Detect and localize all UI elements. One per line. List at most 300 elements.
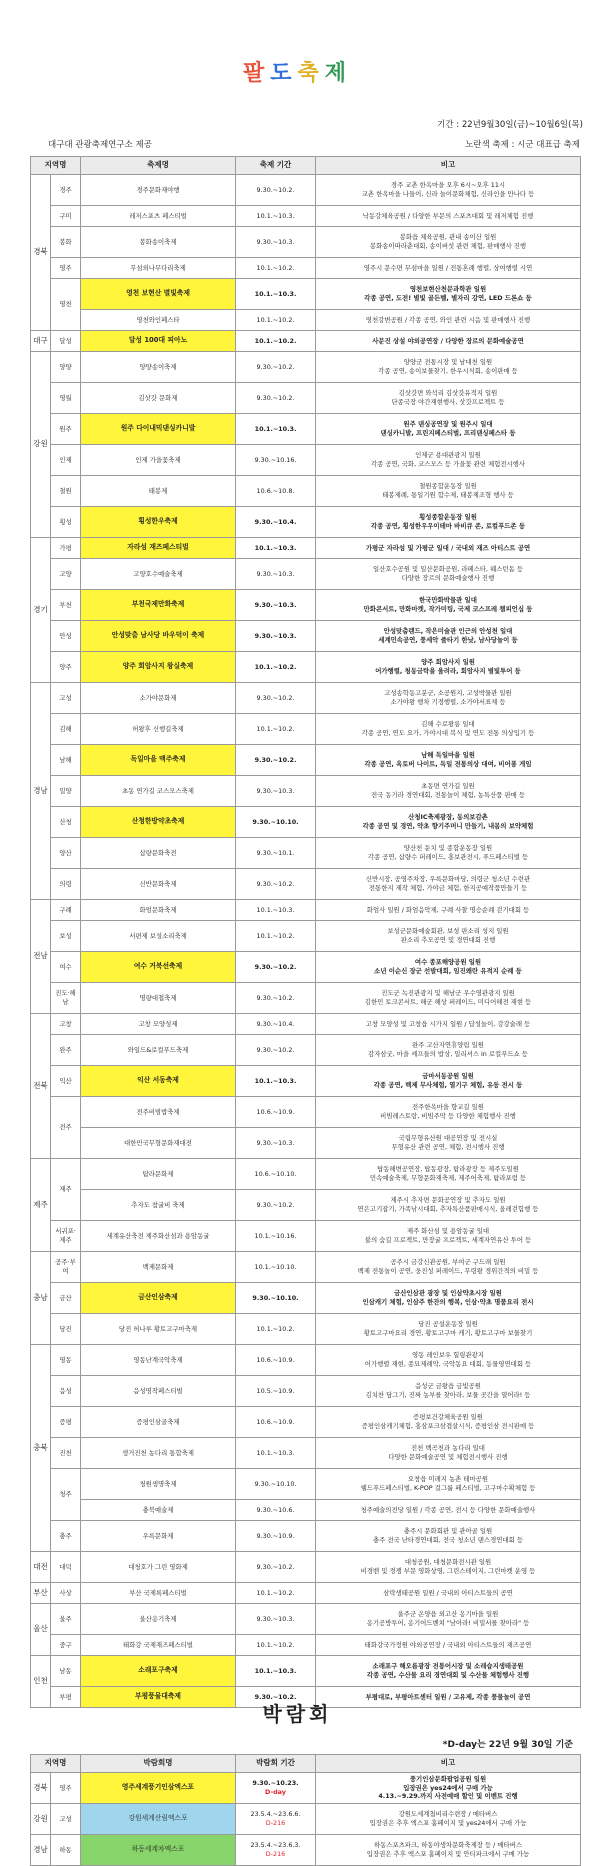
note-line: 경주 교촌 한옥마을 오후 6시~오후 11시 [390,181,506,190]
note-line: 삼락생태공원 일원 / 국내외 아티스트들의 공연 [383,1588,513,1597]
expo-row [31,1804,581,1835]
table-row [31,1521,581,1552]
note-line: 금산인삼관 광장 및 인삼약초시장 일원 [394,1289,502,1298]
note-line: 민속예술축제, 무형문화재축제, 제주어축제, 탐라포럼 등 [369,1174,527,1182]
festival-period: 9.30.~10.2. [236,1687,316,1708]
note-line: 비경밴 및 경쟁 부문 영화상영, 그린스테이지, 그린마켓 운영 등 [360,1567,536,1575]
note-line: 낙동강체육공원 / 다양한 부문의 스포츠대회 및 레저체험 진행 [362,211,534,220]
festival-period: 10.6.~10.10. [236,1159,316,1190]
festival-name: 독일마을 맥주축제 [81,745,236,776]
festival-period: 9.30.~10.3. [236,621,316,652]
festival-note [316,983,581,1014]
table-row [31,352,581,383]
festival-period: 9.30.~10.2. [236,175,316,206]
highlight-legend: 노란색 축제 : 시군 대표급 축제 [465,140,580,150]
note-line: 각종 공연, 수산물 요리 경연대회 및 수산물 체험행사 진행 [366,1671,530,1679]
city-cell: 달성 [51,331,81,352]
province-cell: 부산 [31,1583,51,1604]
festival-note [316,590,581,621]
city-cell: 진천 [51,1438,81,1469]
note-line: 철원종합운동장 일원 [419,482,477,491]
festival-name: 음성명작페스티벌 [81,1376,236,1407]
festival-period: 9.30.~10.3. [236,1604,316,1635]
city-cell: 서귀포·제주 [51,1221,81,1252]
header-region: 지역명 [31,157,81,175]
expo-province: 강원 [31,1804,51,1835]
note-line: 어가행렬 재현, 종묘제례악, 국악동요 대회, 동물영연대회 등 [364,1360,532,1368]
page-title: 팔도축제 [242,61,353,86]
note-line: 충주시 문화회관 및 관아골 일원 [403,1527,493,1536]
festival-note [316,1314,581,1345]
city-cell: 인제 [51,445,81,476]
note-line: 강원도세계첨비리수련장 / 메타버스 [398,1810,498,1819]
festival-note [316,559,581,590]
festival-period: 10.1.~10.10. [236,1252,316,1283]
city-cell: 금산 [51,1283,81,1314]
note-line: 다양한 장르의 문화예술행사 진행 [401,574,495,582]
table-row [31,1159,581,1190]
header-festival-name: 축제명 [81,157,236,175]
festival-note [316,921,581,952]
table-row [31,900,581,921]
festival-note [316,1604,581,1635]
festival-name: 탐라문화제 [81,1159,236,1190]
festival-period: 10.1.~10.3. [236,1438,316,1469]
note-line: 비빔레스토랑, 비빔주막 등 다양한 체험행사 진행 [380,1112,516,1120]
festival-period: 9.30.~10.2. [236,745,316,776]
city-cell: 여수 [51,952,81,983]
festival-name: 횡성한우축제 [81,507,236,538]
festival-note [316,1407,581,1438]
city-cell: 구미 [51,206,81,227]
festival-name: 신반문화축제 [81,869,236,900]
festival-note [316,952,581,983]
table-row [31,1552,581,1583]
note-line: 김삿갓면 와석리 김삿갓유적지 일원 [398,389,498,398]
province-cell: 경남 [31,683,51,900]
note-line: 양주 회암사지 일원 [421,658,475,667]
festival-note [316,745,581,776]
festival-period: 10.1.~10.2. [236,258,316,279]
festival-note [316,1376,581,1407]
festival-name: 산청한방약초축제 [81,807,236,838]
city-cell: 철원 [51,476,81,507]
city-cell: 양양 [51,352,81,383]
expo-period-range: 23.5.4.~23.6.3. [250,1841,301,1850]
note-line: 각종 공연 및 경연, 약초 향기주머니 만들기, 내몸의 보약체험 [362,822,534,830]
festival-period: 9.30.~10.4. [236,1014,316,1035]
note-line: 일산호수공원 및 일산문화공원, 라페스타, 웨스턴돔 등 [372,565,524,574]
festival-period: 10.6.~10.8. [236,476,316,507]
festival-note [316,227,581,258]
festival-period: 9.30.~10.4. [236,507,316,538]
festival-period: 10.1.~10.3. [236,538,316,559]
note-line: 봉화읍 체육공원, 관내 송이산 일원 [399,233,497,242]
city-cell: 음성 [51,1376,81,1407]
table-row [31,175,581,206]
table-row [31,1097,581,1128]
festival-period: 9.30.~10.2. [236,869,316,900]
note-line: 가평군 자라섬 및 가평군 일대 / 국내외 재즈 아티스트 공연 [365,543,531,552]
table-row [31,383,581,414]
festival-name: 백제문화제 [81,1252,236,1283]
festival-period: 9.30.~10.10. [236,1469,316,1500]
city-cell: 영월 [51,383,81,414]
table-row [31,258,581,279]
note-line: 백제 전통놀이 공연, 웅진성 퍼레이드, 무령왕 경위간적의 비밀 등 [357,1267,539,1275]
festival-period: 9.30.~10.2. [236,983,316,1014]
festival-name: 청원생명축제 [81,1469,236,1500]
expo-header-row [31,1755,581,1773]
table-row [31,1583,581,1604]
city-cell: 사상 [51,1583,81,1604]
festival-name: 여수 거북선축제 [81,952,236,983]
city-cell: 중구 [51,1635,81,1656]
expo-period [236,1804,316,1835]
province-cell: 경북 [31,175,51,331]
table-row [31,1221,581,1252]
festival-name: 울산옹기축제 [81,1604,236,1635]
note-line: 판소리 추모공연 및 경연대회 진행 [400,936,496,944]
festival-note [316,507,581,538]
note-line: 초동면 연가길 일원 [421,782,475,791]
note-line: 각종 공연, 삽량수 퍼레이드, 홍보관전시, 푸드페스티벌 등 [367,853,529,861]
note-line: 세계민속공연, 풍세악 줄타기 한낮, 남사당놀이 등 [378,636,518,644]
city-cell: 원주 [51,414,81,445]
expo-period-range: 23.5.4.~23.6.6. [250,1810,301,1819]
note-line: 전국 동기라 경연대회, 전통놀이 체험, 농특산품 판매 등 [370,791,526,799]
festival-name: 소래포구축제 [81,1656,236,1687]
expo-period [236,1773,316,1804]
festival-period: 10.1.~10.3. [236,279,316,310]
table-row [31,1283,581,1314]
festival-name: 증평인삼골축제 [81,1407,236,1438]
city-cell: 고창 [51,1014,81,1035]
note-line: 하동스포츠파크, 하동야생차문화축제장 등 / 메타버스 [373,1841,523,1850]
note-line: 어가행렬, 청동금탁을 울려라, 회암사지 별빛투어 등 [375,667,521,675]
festival-period: 10.1.~10.2. [236,1583,316,1604]
city-cell: 의령 [51,869,81,900]
table-row [31,1128,581,1159]
festival-note [316,279,581,310]
festival-note [316,1190,581,1221]
note-line: 다양한 문화예술공연 및 체험전시행사 진행 [388,1453,508,1461]
festival-note [316,1035,581,1066]
festival-note [316,383,581,414]
festival-period: 10.1.~10.3. [236,1656,316,1687]
expo-dday: D-216 [265,1819,286,1827]
festival-note [316,1345,581,1376]
note-line: 김해 수로왕릉 일대 [421,720,475,729]
city-cell: 공주·부여 [51,1252,81,1283]
note-line: 양양군 전통시장 및 남대천 일원 [403,358,493,367]
note-line: 입장권은 추후 엑스포 홈페이지 및 yes24에서 구매 가능 [369,1819,527,1827]
city-cell: 김해 [51,714,81,745]
table-row [31,590,581,621]
festival-note [316,1221,581,1252]
note-line: 보성군문화예술회관, 보성 판소리 성지 일원 [387,927,509,936]
festival-name: 추자도 참굴비 축제 [81,1190,236,1221]
festival-note [316,1635,581,1656]
province-cell: 충남 [31,1252,51,1345]
city-cell: 구례 [51,900,81,921]
table-row [31,1635,581,1656]
note-line: 산청IC축제광장, 동의보감촌 [408,813,488,822]
note-line: 충주 전국 난타경연대회, 전국 청소년 댄스경연대회 등 [372,1536,524,1544]
festival-note [316,1500,581,1521]
province-cell: 전남 [31,900,51,1014]
festival-period: 10.6.~10.9. [236,1407,316,1438]
expo-province: 경남 [31,1835,51,1866]
festival-period: 9.30.~10.10. [236,807,316,838]
province-cell: 경기 [31,538,51,683]
note-line: 단종국장 야간재현행사, 삿갓프로젝트 등 [391,398,505,406]
city-cell: 영동 [51,1345,81,1376]
festival-period: 9.30.~10.3. [236,227,316,258]
festival-note [316,683,581,714]
city-cell: 청주 [51,1469,81,1521]
expo-city: 고성 [51,1804,81,1835]
note-line: 울주군 온양읍 외고산 옹기마을 일원 [397,1610,499,1619]
festival-name: 고창 모양성제 [81,1014,236,1035]
city-cell: 진도·해남 [51,983,81,1014]
province-cell: 대전 [31,1552,51,1583]
table-row [31,1066,581,1097]
expo-city: 하동 [51,1835,81,1866]
note-line: 공주시 금강신관공원, 부여군 구드래 일원 [390,1258,506,1267]
note-line: 진도군 녹진관광지 및 해남군 우수영관광지 일원 [381,989,515,998]
festival-period: 10.6.~10.9. [236,1345,316,1376]
expo-note [316,1773,581,1804]
note-line: 청주예술의전당 일원 / 각종 공연, 전시 등 다양한 문화예술행사 [360,1505,536,1514]
festival-period: 10.1.~10.2. [236,652,316,683]
note-line: 완주 고산자연휴양림 일원 [412,1041,484,1050]
note-line: 감자삼굿, 마을 셰프들의 밥상, 밀리셔스 in 로컬푸드쇼 등 [368,1050,528,1058]
table-row [31,1252,581,1283]
festival-period: 10.1.~10.2. [236,714,316,745]
festival-period: 10.1.~10.2. [236,1314,316,1345]
city-cell: 영주 [51,258,81,279]
table-row [31,507,581,538]
note-line: 한국만화박물관 일대 [419,596,477,605]
table-row [31,1438,581,1469]
note-line: 각종 공연, 횡성한우우이테마 바비큐 존, 로컬푸드존 등 [370,522,526,530]
note-line: 각종 공연, 옥토버 나이트, 독일 전통의상 대여, 비어퐁 게임 [364,760,532,768]
city-cell: 산청 [51,807,81,838]
festival-period: 9.30.~10.2. [236,352,316,383]
note-line: 여수 종포해양공원 일원 [414,958,482,967]
table-row [31,1345,581,1376]
festival-name: 봉화송이축제 [81,227,236,258]
festival-name: 영천 보현산 별빛축제 [81,279,236,310]
city-cell: 완주 [51,1035,81,1066]
table-row [31,206,581,227]
table-row [31,1469,581,1500]
note-line: 풍기인삼문화팝업공원 일원 [409,1775,487,1784]
expo-note [316,1835,581,1866]
festival-period: 9.30.~10.2. [236,683,316,714]
festival-note [316,476,581,507]
festival-note [316,258,581,279]
note-line: 연은고기잡기, 가족낚시대회, 추자특산품판매시식, 올레걷힘행 등 [357,1205,539,1213]
festival-name: 서편제 보성소리축제 [81,921,236,952]
note-line: 소가야왕 행차 기정행렬, 소가야서표제 등 [390,698,506,706]
table-row [31,652,581,683]
note-line: 인삼캐기 체험, 인삼주 한잔의 행복, 인삼·약초 명품요리 전시 [362,1298,534,1306]
note-line: 교촌 한옥마을 나들이, 신라 놀이문화체험, 신라인을 만나다 등 [361,190,535,198]
note-line: 국립무형유산원 대공연장 및 전시실 [398,1134,498,1143]
note-line: 웰드푸드페스티벌, K-POP 걸그룹 페스티벌, 고구마수확체험 등 [360,1484,536,1492]
table-row [31,952,581,983]
festival-period: 10.1.~10.2. [236,310,316,331]
festival-note [316,838,581,869]
festival-name: 원주 다이내믹댄싱카니발 [81,414,236,445]
festival-name: 익산 서동축제 [81,1066,236,1097]
festival-name: 영동난계국악축제 [81,1345,236,1376]
city-cell: 보성 [51,921,81,952]
note-line: 각종 공연, 백제 무사체험, 열기구 체험, 유등 전시 등 [373,1081,523,1089]
table-row [31,1014,581,1035]
festival-name: 김삿갓 문화제 [81,383,236,414]
festival-period: 9.30.~10.16. [236,445,316,476]
note-line: 양산천 둔치 및 종합운동장 일원 [403,844,493,853]
festival-note [316,175,581,206]
note-line: 부평대로, 부평아트센터 일원 / 고유제, 각종 풍물놀이 공연 [365,1692,531,1701]
city-cell: 영천 [51,279,81,331]
festival-name: 충북예술제 [81,1500,236,1521]
note-line: 영천강변공원 / 각종 공연, 와인 관련 시음 및 판매행사 진행 [365,315,531,324]
festival-note [316,1066,581,1097]
city-cell: 증평 [51,1407,81,1438]
city-cell: 밀양 [51,776,81,807]
festival-period: 10.1.~10.3. [236,206,316,227]
expo-row [31,1835,581,1866]
festival-note [316,445,581,476]
festival-note [316,1552,581,1583]
expo-header-note: 비고 [316,1755,581,1773]
festival-note [316,414,581,445]
note-line: 안성맞춤랜드, 작은미술관 인근의 안성천 일대 [383,627,513,636]
table-row [31,983,581,1014]
festival-note [316,1014,581,1035]
table-row [31,538,581,559]
note-line: 화엄사 일원 / 화엄음악제, 구례 사찰 명승순례 걷기대회 등 [366,905,530,914]
note-line: 신반시장, 공영주차장, 우륵문화마당, 의령군 청소년 수련관 [365,875,531,884]
festival-name: 초동 연가길 코스모스축제 [81,776,236,807]
festival-period: 10.5.~10.9. [236,1376,316,1407]
note-line: 태봉제례, 통일기원 합수제, 태봉제조형 행사 등 [382,491,514,499]
note-line: 옹기공방투어, 옹기어드벤쳐 "남아라! 비밀서를 찾아라" 등 [366,1619,530,1627]
note-line: 불의 숨길 프로젝트, 만장굴 프로젝트, 세계자연유산 투어 등 [364,1236,532,1244]
province-cell: 울산 [31,1604,51,1656]
festival-period: 9.30.~10.3. [236,590,316,621]
festival-note [316,1521,581,1552]
expo-header-period: 박람회 기간 [236,1755,316,1773]
city-cell: 당진 [51,1314,81,1345]
province-cell: 인천 [31,1656,51,1708]
table-row [31,1656,581,1687]
festival-name: 화엄문화축제 [81,900,236,921]
festival-name: 세계유산축전 제주화산섬과 용암동굴 [81,1221,236,1252]
table-row [31,1376,581,1407]
festival-period: 9.30.~10.3. [236,1128,316,1159]
note-line: 각종 공연, 연도 요가, 가야시대 복식 및 연도 전통 의상입기 등 [361,729,535,737]
expo-name: 강원세계산림엑스포 [81,1804,236,1835]
festival-name: 양주 회암사지 왕실축제 [81,652,236,683]
note-line: 소래포구 해오름광장 전통어시장 및 소래습지생태공원 [372,1662,524,1671]
province-cell: 강원 [31,352,51,538]
note-line: 횡성종합운동장 일원 [419,513,477,522]
festival-name: 와일드&로컬푸드축제 [81,1035,236,1066]
festival-name: 부천국제만화축제 [81,590,236,621]
festival-period: 10.1.~10.2. [236,921,316,952]
city-cell: 울주 [51,1604,81,1635]
table-row [31,621,581,652]
festival-name: 대한민국무형문화재대전 [81,1128,236,1159]
city-cell: 제주 [51,1159,81,1221]
note-line: 영주시 문수면 무섬마을 일원 / 전통혼례 행렬, 상여행렬 시연 [363,263,533,272]
table-row [31,414,581,445]
expo-period-range: 9.30.~10.23. [252,1779,299,1788]
province-cell: 대구 [31,331,51,352]
festival-name: 생거진천 농다리 통합축제 [81,1438,236,1469]
note-line: 진천 백곡천과 농다리 일대 [410,1444,485,1453]
festival-note [316,1656,581,1687]
table-row [31,714,581,745]
city-cell: 가평 [51,538,81,559]
festival-name: 삽량문화축전 [81,838,236,869]
note-line: 전통한지 제작 체험, 가야금 체험, 한지공예작품만들기 등 [368,884,528,892]
province-cell: 전북 [31,1014,51,1159]
festival-note [316,776,581,807]
province-cell: 충북 [31,1345,51,1552]
city-cell: 횡성 [51,507,81,538]
city-cell: 고양 [51,559,81,590]
table-row [31,1314,581,1345]
festival-period: 9.30.~10.2. [236,383,316,414]
expo-row [31,1773,581,1804]
festival-name: 달성 100대 피아노 [81,331,236,352]
table-row [31,1190,581,1221]
dday-note: *D-day는 22년 9월 30일 기준 [442,1740,573,1750]
festival-period: 10.1.~10.3. [236,900,316,921]
note-line: 영천보현산천문과학관 일원 [409,285,487,294]
city-cell: 안성 [51,621,81,652]
note-line: 탑동해변공연장, 탑동광장, 탐라광장 등 제주도일원 [377,1165,519,1174]
festival-period: 10.1.~10.3. [236,414,316,445]
expo-name: 하동세계차엑스포 [81,1835,236,1866]
festival-period: 10.1.~10.3. [236,1066,316,1097]
note-line: 입장권은 yes24에서 구매 가능 [403,1783,493,1792]
city-cell: 전주 [51,1097,81,1159]
festival-period: 9.30.~10.6. [236,1500,316,1521]
festival-name: 허왕후 신행길축제 [81,714,236,745]
festival-name: 금산인삼축제 [81,1283,236,1314]
festival-name: 부평풍물대축제 [81,1687,236,1708]
table-row [31,807,581,838]
festival-period: 9.30.~10.1. [236,838,316,869]
festival-name: 영천와인페스타 [81,310,236,331]
expo-name: 영주세계풍기인삼엑스포 [81,1773,236,1804]
note-line: 무형유산 관련 공연, 체험, 전시행사 진행 [391,1143,505,1151]
note-line: 제주시 추자면 문화공연장 및 추자도 일원 [390,1196,506,1205]
note-line: 제주 화산섬 및 용암동굴 일대 [406,1227,490,1236]
note-line: 고성송학동고분군, 소공원지, 고성박물관 일원 [384,689,512,698]
festival-note [316,714,581,745]
expo-province: 경북 [31,1773,51,1804]
festival-name: 경주문화재야행 [81,175,236,206]
note-line: 고창 모양성 및 고창읍 시가지 일원 / 답성놀이, 강강술래 등 [365,1019,531,1028]
